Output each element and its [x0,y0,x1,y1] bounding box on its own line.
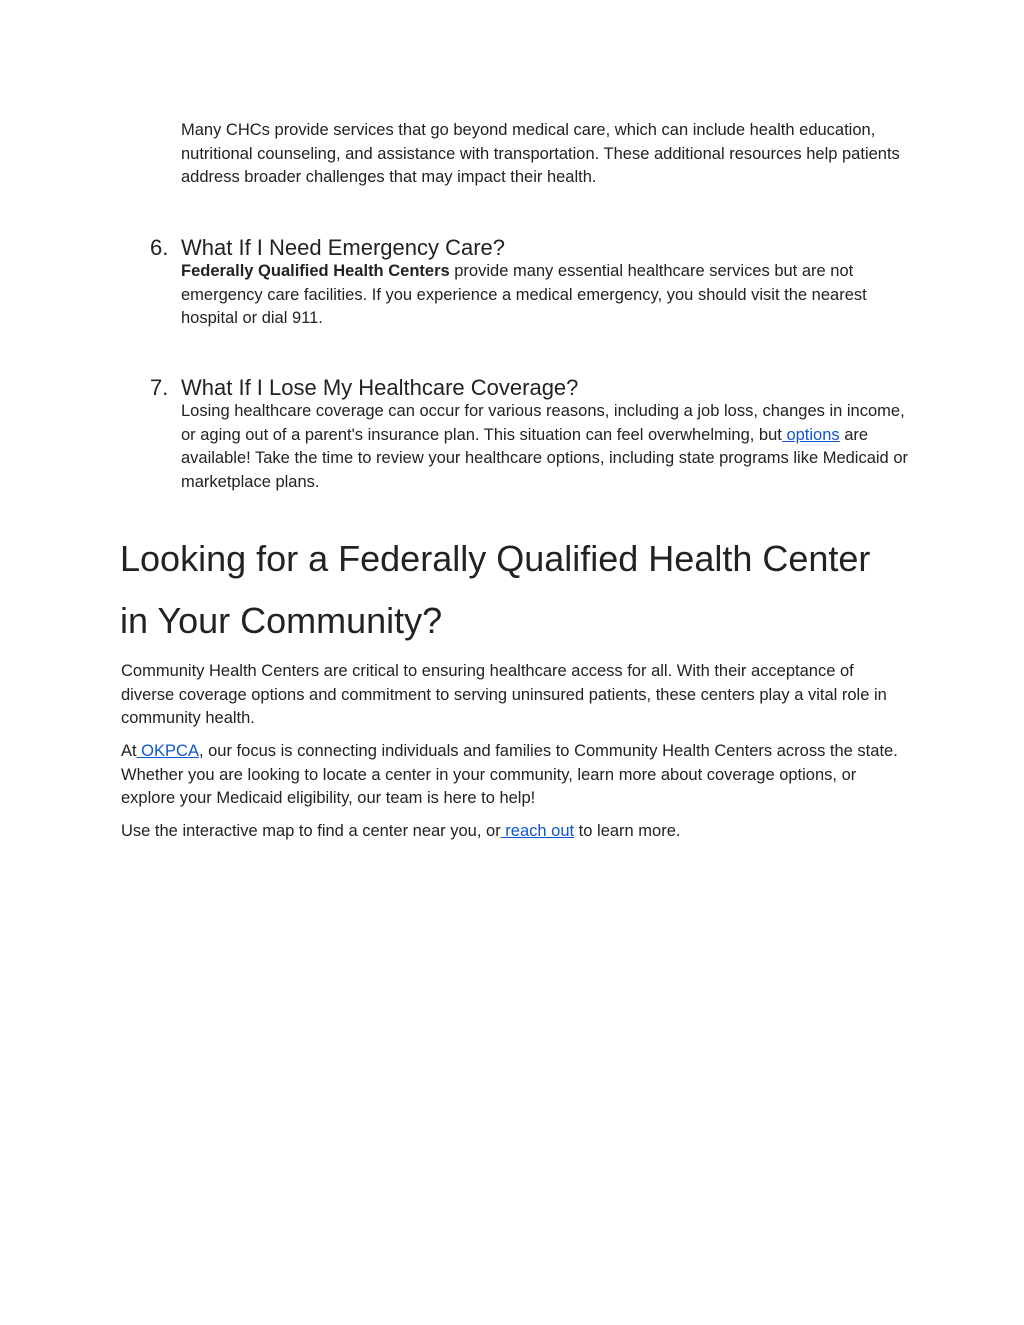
okpca-link[interactable]: OKPCA [136,742,199,760]
item-7-number: 7. [150,375,169,400]
item-7-heading: What If I Lose My Healthcare Coverage? [181,375,579,400]
paragraph-2-after-link: , our focus is connecting individuals and families to Community Health Centers across the state. Whether you are looking to locate a center in your community, learn more about coverage options, or explore your Medicaid eligibility, our team is here to help! [121,742,898,807]
section-paragraph-3 [121,820,911,844]
item-7-body-after-link: are available! Take the time to review your healthcare options, including state programs like Medicaid or marketplace plans. [181,425,908,491]
item-6-number: 6. [150,235,169,260]
section-paragraph-2 [121,740,911,811]
section-title [120,528,920,652]
paragraph-3-after-link: to learn more. [574,822,681,840]
options-link[interactable]: options [781,425,840,444]
item-6-body: provide many essential healthcare services but are not emergency care facilities. If you experience a medical emergency, you should visit the nearest hospital or dial 911. [181,262,867,327]
item-6-paragraph [181,260,911,331]
reach-out-link[interactable]: reach out [500,822,575,840]
item-6-bold-lead: Federally Qualified Health Centers [181,262,450,280]
item-6-heading: What If I Need Emergency Care? [181,235,506,260]
section-title-line-1: Looking for a Federally Qualified Health Center [120,538,871,579]
section-paragraph-1: Community Health Centers are critical to ensuring healthcare access for all. With their acceptance of diverse coverage options and commitment to serving uninsured patients, these centers play a vital role in community health. [121,662,887,727]
item-7-paragraph [181,400,911,494]
paragraph-2-before-link: At [121,742,137,760]
intro-paragraph: Many CHCs provide services that go beyond medical care, which can include health education, nutritional counseling, and assistance with transportation. These additional resources help patients address broader challenges that may impact their health. [181,121,900,186]
item-7-body-before-link: Losing healthcare coverage can occur for various reasons, including a job loss, changes in income, or aging out of a parent's insurance plan. This situation can feel overwhelming, but [181,402,905,444]
section-title-line-2: in Your Community? [120,600,443,641]
paragraph-3-before-link: Use the interactive map to find a center near you, or [121,822,501,840]
